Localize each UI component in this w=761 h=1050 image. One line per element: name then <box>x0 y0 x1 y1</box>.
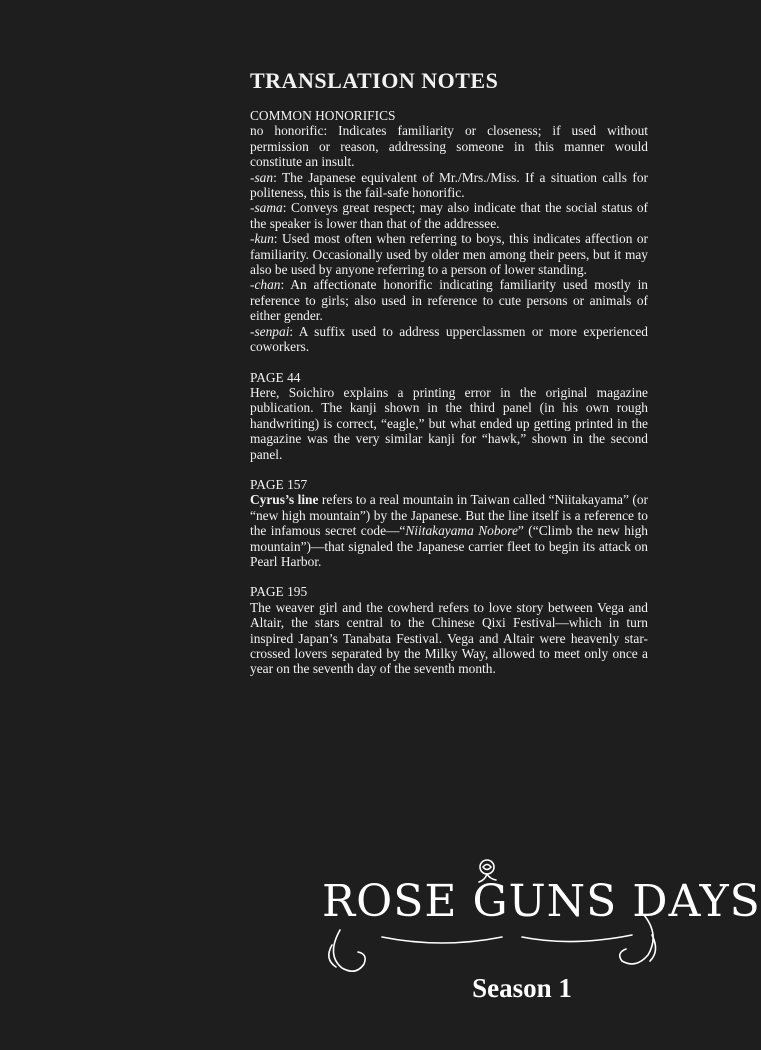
honorifics-heading: COMMON HONORIFICS <box>250 108 396 123</box>
page157-section <box>250 477 648 569</box>
translation-notes <box>250 68 648 692</box>
series-logo <box>322 855 761 1005</box>
page157-heading: PAGE 157 <box>250 476 308 492</box>
honorific-text: : Used most often when referring to boys, this indicates affection or familiarity. Occasionally used by older men among their peers, but it may also be used by anyone referring to a person of lower standing. <box>250 231 648 278</box>
honorific-term: -san <box>250 169 274 185</box>
page157-code: Niitakayama Nobore <box>405 523 518 539</box>
logo-season: Season 1 <box>472 973 572 1003</box>
page-title: TRANSLATION NOTES <box>250 68 499 93</box>
honorific-entry <box>250 231 648 277</box>
honorific-text: : The Japanese equivalent of Mr./Mrs./Miss. If a situation calls for politeness, this is the fail-safe honorific. <box>250 169 648 201</box>
page195-heading: PAGE 195 <box>250 584 308 600</box>
page195-text: The weaver girl and the cowherd refers to love story between Vega and Altair, the stars central to the Chinese Qixi Festival—which in turn inspired Japan’s Tanabata Festival. Vega and Altair were heavenly star-crossed lovers separated by the Milky Way, allowed to meet only once a year on the seventh day of the seventh month. <box>250 599 648 677</box>
page157-text-b: ” (“Climb the new high mountain”)—that signaled the Japanese carrier fleet to begin its attack on Pearl Harbor. <box>250 523 648 569</box>
honorific-term: -sama <box>250 200 283 216</box>
page44-text: Here, Soichiro explains a printing error in the original magazine publication. The kanji shown in the third panel (in his own rough handwriting) is correct, “eagle,” but what ended up getting printed in the magazine was the very similar kanji for “hawk,” shown in the second panel. <box>250 384 648 462</box>
honorific-term: -kun <box>250 231 274 247</box>
honorific-text: : A suffix used to address upperclassmen or more experienced coworkers. <box>250 323 648 355</box>
page157-lead: Cyrus’s line <box>250 492 319 508</box>
honorific-entry <box>250 324 648 355</box>
honorific-entry <box>250 123 648 169</box>
honorific-text: : Conveys great respect; may also indicate that the social status of the speaker is lower than that of the addressee. <box>250 200 648 231</box>
honorific-term: no honorific <box>250 123 324 139</box>
honorific-entry <box>250 200 648 231</box>
logo-title: ROSE GUNS DAYS <box>322 876 761 927</box>
honorific-term: -chan <box>250 277 281 293</box>
page157-text <box>250 492 648 569</box>
honorific-entry <box>250 277 648 323</box>
page44-heading: PAGE 44 <box>250 369 301 385</box>
page157-text-a: refers to a real mountain in Taiwan called “Niitakayama” (or “new high mountain”) by the Japanese. But the line itself is a reference to the infamous secret code—“ <box>250 492 648 539</box>
honorific-text: : Indicates familiarity or closeness; if used without permission or reason, addressing someone in this manner would constitute an insult. <box>250 123 648 170</box>
page195-section <box>250 584 648 676</box>
honorific-entry <box>250 170 648 201</box>
honorific-term: -senpai <box>250 323 290 339</box>
honorifics-section <box>250 108 648 355</box>
honorific-text: : An affectionate honorific indicating familiarity used mostly in reference to girls; also used in reference to cute persons or animals of either gender. <box>250 277 648 324</box>
page44-section <box>250 370 648 462</box>
